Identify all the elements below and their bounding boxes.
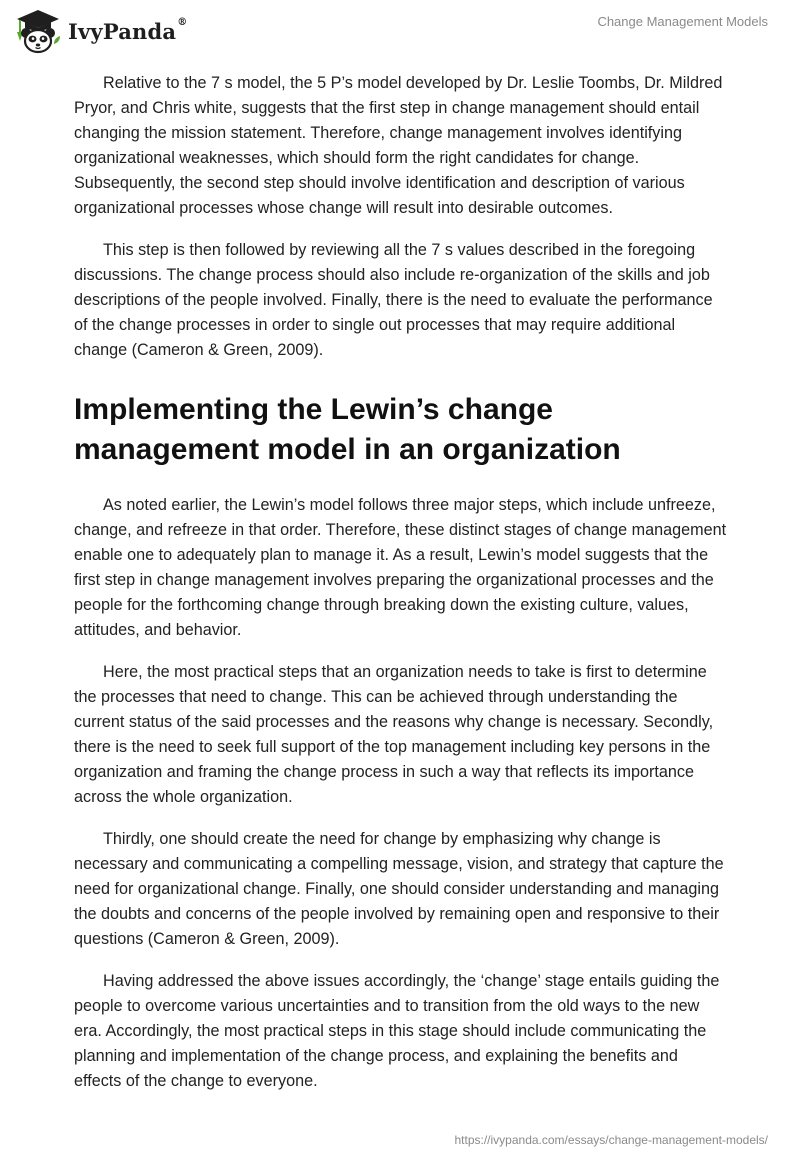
section-heading-lewin: Implementing the Lewin’s change management model in an organization xyxy=(74,393,621,466)
registered-mark: ® xyxy=(177,16,188,28)
brand-name: IvyPanda® xyxy=(68,16,188,44)
paragraph-change-stage: Having addressed the above issues accordingly, the ‘change’ stage entails guiding the people to overcome various uncertainties and to transition from the old ways to the new era. Accordingly, the most practical steps in this stage should include communicating the planning and implementation of the change process, and explaining the benefits and effects of the change to everyone. xyxy=(74,972,720,1090)
ivypanda-logo[interactable] xyxy=(14,8,200,54)
paragraph-5p-model: Relative to the 7 s model, the 5 P’s model developed by Dr. Leslie Toombs, Dr. Mildred Pryor, and Chris white, suggests that the first step in change management should entail changing the mission statement. Therefore, change management involves identifying organizational weaknesses, which should form the right candidates for change. Subsequently, the second step should involve identification and description of various organizational processes whose change will result into desirable outcomes. xyxy=(74,74,723,217)
document-title: Change Management Models xyxy=(597,14,768,29)
paragraph-7s-review: This step is then followed by reviewing all the 7 s values described in the foregoing discussions. The change process should also include re-organization of the skills and job descriptions of the people involved. Finally, there is the need to evaluate the performance of the change processes in order to single out processes that may require additional change (Cameron & Green, 2009). xyxy=(74,241,713,359)
source-url[interactable]: https://ivypanda.com/essays/change-management-models/ xyxy=(454,1133,768,1147)
article-body xyxy=(74,71,728,1111)
paragraph-lewin-steps: As noted earlier, the Lewin’s model follows three major steps, which include unfreeze, change, and refreeze in that order. Therefore, these distinct stages of change management enable one to adequately plan to manage it. As a result, Lewin’s model suggests that the first step in change management involves preparing the organizational processes and the people for the forthcoming change through breaking down the existing culture, values, attitudes, and behavior. xyxy=(74,496,727,639)
paragraph-practical-steps: Here, the most practical steps that an organization needs to take is first to determine the processes that need to change. This can be achieved through understanding the current status of the said processes and the reasons why change is necessary. Secondly, there is the need to seek full support of the top management including key persons in the organization and framing the change process in such a way that reflects its importance across the whole organization. xyxy=(74,663,714,806)
page-header xyxy=(0,0,800,60)
paragraph-create-need: Thirdly, one should create the need for change by emphasizing why change is necessary and communicating a compelling message, vision, and strategy that capture the need for organizational change. Finally, one should consider understanding and managing the doubts and concerns of the people involved by remaining open and responsive to their questions (Cameron & Green, 2009). xyxy=(74,830,724,948)
panda-graduation-cap-logo-icon xyxy=(14,8,62,54)
